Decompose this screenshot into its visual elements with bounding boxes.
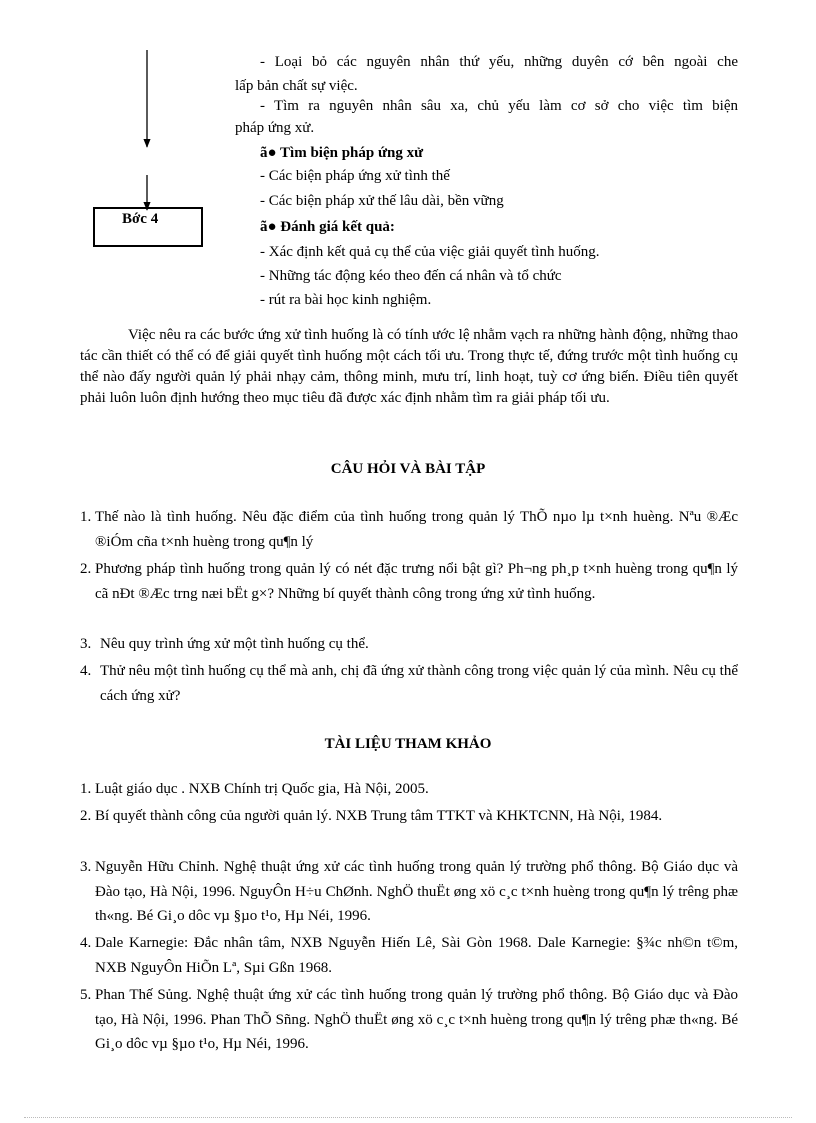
reference-text: Luật giáo dục . NXB Chính trị Quốc gia, Hà Nội, 2005. xyxy=(95,781,429,797)
section-bullet: - Các biện pháp ứng xử tình thế xyxy=(260,168,450,184)
reference-item xyxy=(80,855,738,929)
reference-number: 3. xyxy=(80,859,92,875)
question-item xyxy=(80,505,738,554)
question-item xyxy=(80,659,738,708)
step-text-line-1: - Loại bỏ các nguyên nhân thứ yếu, những duyên cớ bên ngoài che xyxy=(260,54,738,70)
reference-number: 4. xyxy=(80,935,92,951)
question-number: 3. xyxy=(80,636,92,652)
question-text: Phương pháp tình huống trong quản lý có nét đặc trưng nổi bật gì? Ph¬ng ph¸p t×nh huèng trong qu¶n lý cã nÐt ®Æc trng næi bËt g×? Những bí quyết thành công trong ứng xử tình huống. xyxy=(95,561,738,602)
question-item xyxy=(80,632,738,657)
page-bottom-border xyxy=(24,1117,792,1118)
section-bullet: - Xác định kết quả cụ thể của việc giải quyết tình huống. xyxy=(260,244,600,260)
reference-item xyxy=(80,931,738,980)
section-title-measures: ã● Tìm biện pháp ứng xử xyxy=(260,145,424,161)
summary-paragraph: Việc nêu ra các bước ứng xử tình huống là có tính ước lệ nhằm vạch ra những hành động, những thao tác cần thiết có thể có để giải quyết tình huống một cách tối ưu. Trong thực tế, đứng trước một tình huống cụ thể nào đấy người quản lý phải nhạy cảm, thông minh, mưu trí, linh hoạt, tuỳ cơ ứng biến. Điều tiên quyết phải luôn luôn định hướng theo mục tiêu đã được xác định nhằm tìm ra giải pháp tối ưu. xyxy=(80,327,738,406)
question-text: Thử nêu một tình huống cụ thể mà anh, chị đã ứng xử thành công trong việc quản lý của mình. Nêu cụ thể cách ứng xử? xyxy=(100,663,738,704)
question-number: 1. xyxy=(80,509,92,525)
questions-heading: CÂU HỎI VÀ BÀI TẬP xyxy=(330,461,486,477)
reference-text: Phan Thế Sủng. Nghệ thuật ứng xử các tình huống trong quản lý trường phổ thông. Bộ Giáo dục và Đào tạo, Hà Nội, 1996. Phan ThÕ Sñng. NghÖ thuËt øng xö c¸c t×nh huèng trong qu¶n lý trêng phæ th«ng. Bé Gi¸o dôc vµ §µo t¹o, Hµ Néi, 1996. xyxy=(95,987,738,1052)
references-heading: TÀI LIỆU THAM KHẢO xyxy=(324,736,492,752)
reference-number: 2. xyxy=(80,808,92,824)
step-text-line-3: - Tìm ra nguyên nhân sâu xa, chủ yếu làm cơ sở cho việc tìm biện xyxy=(260,98,738,114)
step-box-label: Bớc 4 xyxy=(122,211,159,227)
reference-item xyxy=(80,777,738,802)
question-number: 4. xyxy=(80,663,92,679)
question-item xyxy=(80,557,738,606)
step-text-line-2: lấp bản chất sự việc. xyxy=(235,78,358,94)
section-bullet: - Những tác động kéo theo đến cá nhân và tổ chức xyxy=(260,268,562,284)
reference-text: Bí quyết thành công của người quản lý. NXB Trung tâm TTKT và KHKTCNN, Hà Nội, 1984. xyxy=(95,808,663,824)
question-number: 2. xyxy=(80,561,92,577)
reference-text: Dale Karnegie: Đắc nhân tâm, NXB Nguyễn Hiến Lê, Sài Gòn 1968. Dale Karnegie: §¾c nh©n t©m, NXB NguyÔn HiÕn Lª, Sµi Gßn 1968. xyxy=(95,935,738,976)
reference-item xyxy=(80,983,738,1057)
reference-text: Nguyễn Hữu Chỉnh. Nghệ thuật ứng xử các tình huống trong quản lý trường phổ thông. Bộ Giáo dục và Đào tạo, Hà Nội, 1996. NguyÔn H÷u ChØnh. NghÖ thuËt øng xö c¸c t×nh huèng trong qu¶n lý trêng phæ th«ng. Bé Gi¸o dôc vµ §µo t¹o, Hµ Néi, 1996. xyxy=(95,859,738,924)
reference-number: 1. xyxy=(80,781,92,797)
reference-number: 5. xyxy=(80,987,92,1003)
section-title-evaluation: ã● Đánh giá kết quả: xyxy=(260,219,395,235)
step-text-line-4: pháp ứng xử. xyxy=(235,120,315,136)
question-text: Nêu quy trình ứng xử một tình huống cụ thể. xyxy=(100,636,369,652)
section-bullet: - rút ra bài học kinh nghiệm. xyxy=(260,292,432,308)
question-text: Thế nào là tình huống. Nêu đặc điểm của tình huống trong quản lý ThÕ nµo lµ t×nh huèng. Nªu ®Æc ®iÓm cña t×nh huèng trong qu¶n lý xyxy=(95,509,738,550)
section-bullet: - Các biện pháp xử thế lâu dài, bền vững xyxy=(260,193,504,209)
reference-item xyxy=(80,804,738,829)
